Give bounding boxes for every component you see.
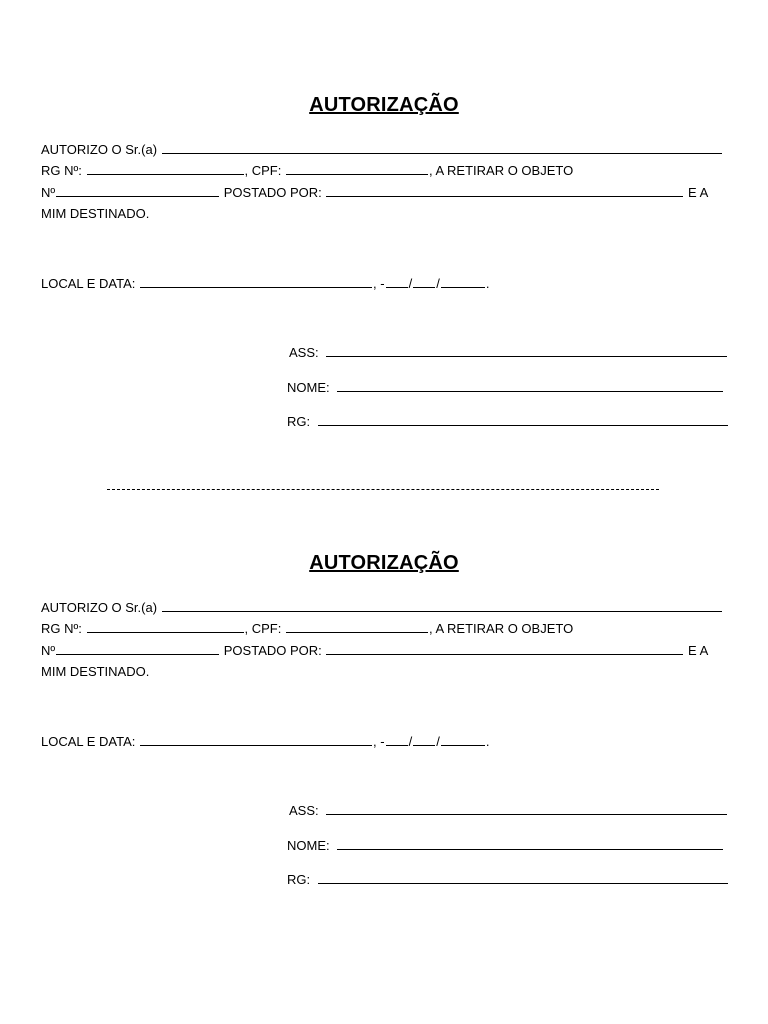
date-slash: /: [408, 276, 413, 291]
signature-field[interactable]: [326, 802, 727, 815]
retrieve-text: , A RETIRAR O OBJETO: [428, 621, 574, 636]
rg-signature-label: RG:: [287, 414, 311, 429]
date-separator: , -: [373, 276, 385, 291]
authorize-line: [41, 141, 723, 158]
and-to-label: E A: [688, 643, 709, 658]
signature-field[interactable]: [326, 344, 727, 357]
posted-by-label: POSTADO POR:: [223, 185, 322, 200]
authorized-person-field[interactable]: [162, 599, 722, 612]
date-end: .: [485, 276, 490, 291]
authorize-line: [41, 599, 723, 616]
date-slash: /: [436, 276, 440, 291]
form-title: AUTORIZAÇÃO: [309, 94, 459, 116]
number-label: Nº: [41, 643, 56, 658]
place-field[interactable]: [140, 733, 372, 746]
name-line: [287, 837, 724, 854]
date-separator: , -: [373, 734, 385, 749]
destined-text: MIM DESTINADO.: [41, 664, 150, 679]
rg-label: RG Nº:: [41, 621, 82, 636]
date-slash: /: [408, 734, 413, 749]
cpf-label: , CPF:: [244, 621, 282, 636]
authorization-form-top: [0, 0, 768, 429]
form-title: AUTORIZAÇÃO: [309, 552, 459, 574]
rg-cpf-line: [41, 162, 573, 179]
rg-label: RG Nº:: [41, 163, 82, 178]
place-date-label: LOCAL E DATA:: [41, 276, 136, 291]
posted-by-field[interactable]: [326, 642, 683, 655]
rg-cpf-line: [41, 620, 573, 637]
posted-by-label: POSTADO POR:: [223, 643, 322, 658]
and-to-label: E A: [688, 185, 709, 200]
object-number-line: [41, 184, 708, 201]
object-number-line: [41, 642, 708, 659]
name-label: NOME:: [287, 838, 330, 853]
place-date-line: [41, 275, 489, 292]
cpf-field[interactable]: [286, 162, 428, 175]
signature-line: [289, 344, 728, 361]
object-number-field[interactable]: [56, 642, 219, 655]
rg-signature-line: [287, 871, 729, 888]
rg-field[interactable]: [87, 162, 244, 175]
object-number-field[interactable]: [56, 184, 219, 197]
rg-field[interactable]: [87, 620, 244, 633]
place-date-label: LOCAL E DATA:: [41, 734, 136, 749]
rg-signature-line: [287, 413, 729, 430]
posted-by-field[interactable]: [326, 184, 683, 197]
year-field[interactable]: [441, 733, 485, 746]
rg-signature-label: RG:: [287, 872, 311, 887]
name-label: NOME:: [287, 380, 330, 395]
cpf-label: , CPF:: [244, 163, 282, 178]
rg-signature-field[interactable]: [318, 871, 728, 884]
day-field[interactable]: [386, 733, 408, 746]
name-line: [287, 379, 724, 396]
retrieve-text: , A RETIRAR O OBJETO: [428, 163, 574, 178]
signature-line: [289, 802, 728, 819]
authorized-person-field[interactable]: [162, 141, 722, 154]
authorize-label: AUTORIZO O Sr.(a): [41, 600, 158, 615]
date-slash: /: [436, 734, 440, 749]
name-field[interactable]: [337, 379, 723, 392]
place-field[interactable]: [140, 275, 372, 288]
authorization-form-bottom: [0, 458, 768, 887]
signature-label: ASS:: [289, 345, 319, 360]
signature-label: ASS:: [289, 803, 319, 818]
number-label: Nº: [41, 185, 56, 200]
month-field[interactable]: [413, 275, 435, 288]
month-field[interactable]: [413, 733, 435, 746]
year-field[interactable]: [441, 275, 485, 288]
name-field[interactable]: [337, 837, 723, 850]
authorize-label: AUTORIZO O Sr.(a): [41, 142, 158, 157]
day-field[interactable]: [386, 275, 408, 288]
cpf-field[interactable]: [286, 620, 428, 633]
date-end: .: [485, 734, 490, 749]
rg-signature-field[interactable]: [318, 413, 728, 426]
place-date-line: [41, 733, 489, 750]
destined-text: MIM DESTINADO.: [41, 206, 150, 221]
